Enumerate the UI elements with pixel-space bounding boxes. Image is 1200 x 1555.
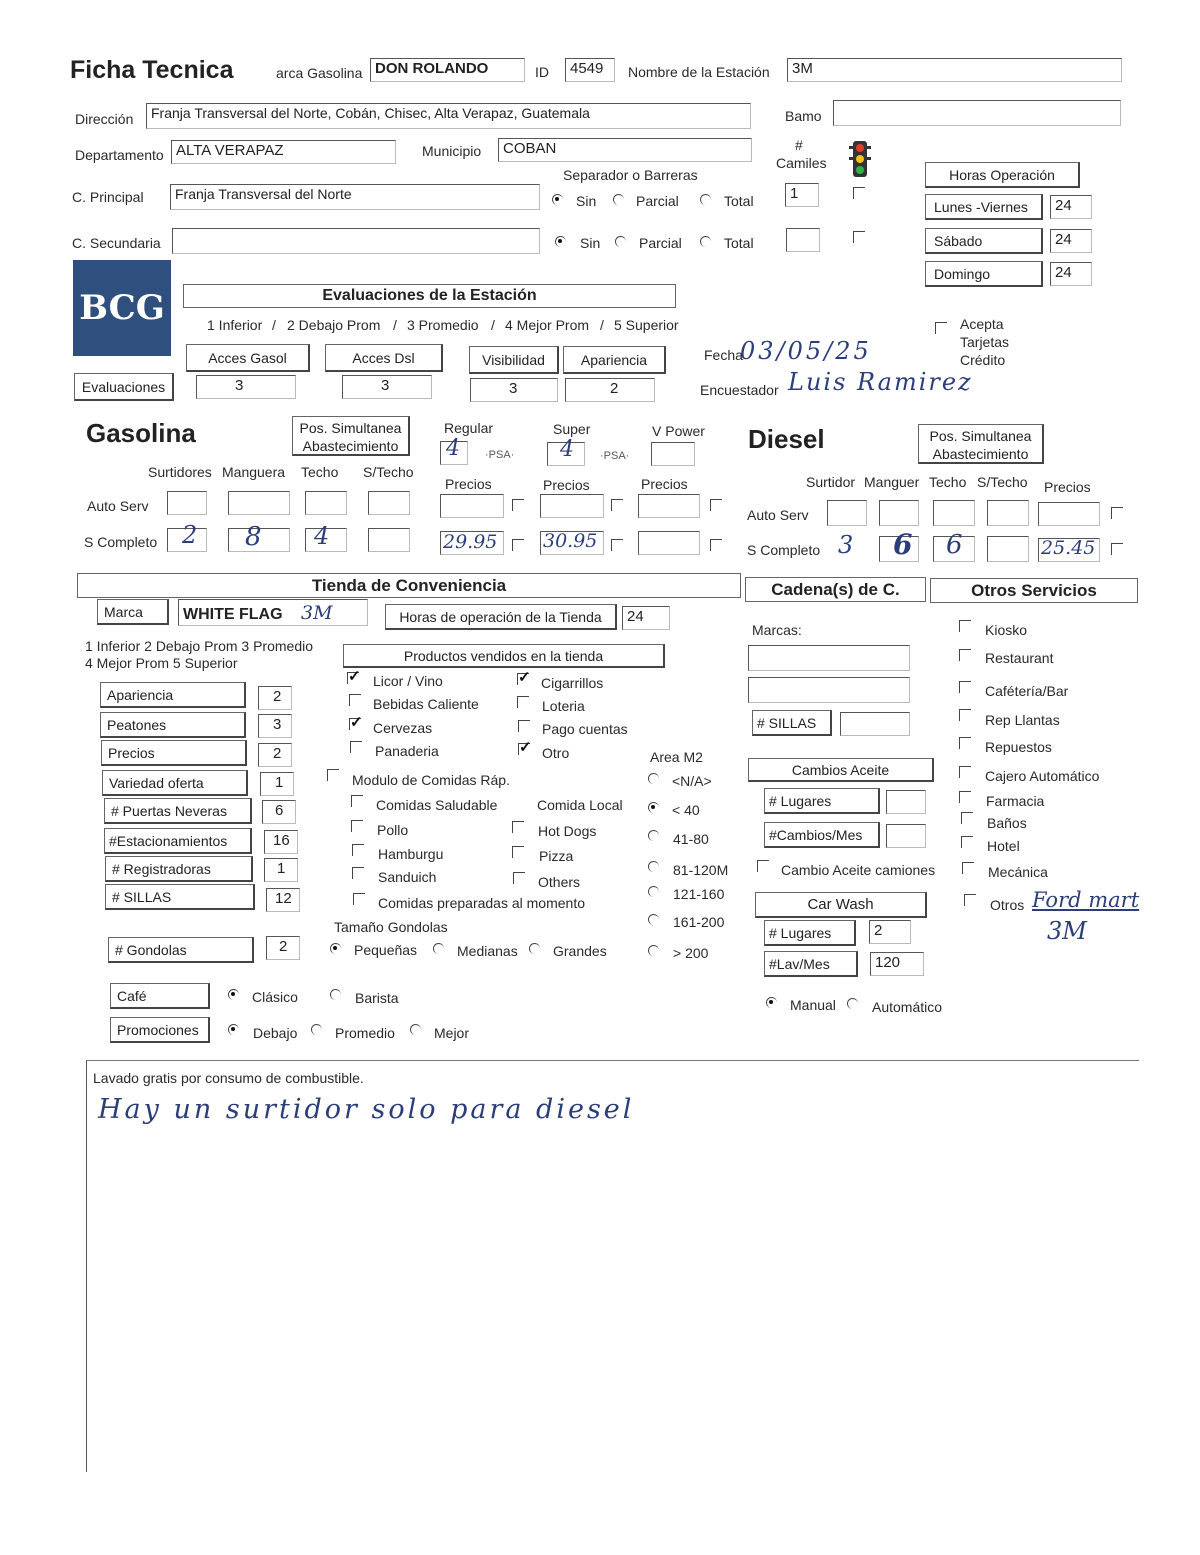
dsl-scompleto-label: S Completo <box>747 542 821 558</box>
otros-cafeteria-chk[interactable] <box>959 681 971 693</box>
gas-scompleto-vpower-price[interactable] <box>638 531 700 555</box>
rating-field-peatones[interactable]: 3 <box>258 714 292 738</box>
principal-parcial-label: Parcial <box>636 193 679 209</box>
hours-domingo-field[interactable]: 24 <box>1050 262 1092 286</box>
principal-camiles-field[interactable]: 1 <box>785 183 819 207</box>
evaluaciones-header: Evaluaciones de la Estación <box>183 284 676 308</box>
departamento-label: Departamento <box>75 147 164 163</box>
comida-pizza-chk[interactable] <box>512 846 524 858</box>
carwash-lugares-field[interactable]: 2 <box>869 920 911 944</box>
promociones-label: Promociones <box>110 1017 210 1043</box>
dsl-col-stecho: S/Techo <box>977 474 1028 490</box>
tienda-horas-label: Horas de operación de la Tienda <box>385 604 617 630</box>
comida-preparadas-label: Comidas preparadas al momento <box>378 895 585 911</box>
gas-autoserv-stecho[interactable] <box>368 491 410 515</box>
area-na-radio[interactable] <box>648 773 659 784</box>
gas-autoserv-super-price[interactable] <box>540 494 604 518</box>
otros-llantas-chk[interactable] <box>959 709 971 721</box>
eval-scale-3: 3 Promedio <box>407 317 479 333</box>
comida-local-label: Comida Local <box>537 797 623 813</box>
principal-field[interactable]: Franja Transversal del Norte <box>170 184 540 210</box>
carwash-lugares-label: # Lugares <box>764 920 856 946</box>
barrio-label: Bamo <box>785 108 822 124</box>
super-label: Super <box>553 421 591 437</box>
secundaria-sin-radio[interactable] <box>555 236 566 247</box>
rating-label-gondolas: # Gondolas <box>108 937 254 963</box>
acces-gasol-field[interactable]: 3 <box>196 375 296 399</box>
area-lt40-label: < 40 <box>672 802 700 818</box>
gas-manguera-hand: 8 <box>245 522 262 552</box>
principal-total-radio[interactable] <box>700 194 711 205</box>
otros-kiosko-chk[interactable] <box>959 620 971 632</box>
otros-hand-2: 3M <box>1047 917 1087 945</box>
regular-pos-hand: 4 <box>446 436 460 461</box>
comida-sanduich-label: Sanduich <box>378 869 437 885</box>
cafe-clasico-radio[interactable] <box>228 989 239 1000</box>
rating-label-sillas: # SILLAS <box>105 884 255 910</box>
dsl-manguera-hand: 6 <box>893 528 913 561</box>
cadenas-marca-field-2[interactable] <box>748 677 910 703</box>
dsl-col-manguer: Manguer <box>864 474 920 490</box>
departamento-field[interactable]: ALTA VERAPAZ <box>171 140 396 164</box>
dsl-col-techo: Techo <box>929 474 967 490</box>
area-81-120-radio[interactable] <box>648 861 659 872</box>
area-41-80-label: 41-80 <box>673 831 709 847</box>
comida-pollo-label: Pollo <box>377 822 409 838</box>
gondola-pequenas-radio[interactable] <box>330 943 341 954</box>
otros-farmacia-chk[interactable] <box>959 791 971 803</box>
otros-kiosko-label: Kiosko <box>985 622 1028 638</box>
dsl-autoserv-label: Auto Serv <box>747 507 809 523</box>
prod-panaderia-chk[interactable] <box>350 741 362 753</box>
carwash-auto-radio[interactable] <box>847 998 858 1009</box>
vpower-label: V Power <box>652 423 705 439</box>
otros-hotel-label: Hotel <box>987 838 1020 854</box>
rating-label-estacionamientos: #Estacionamientos <box>104 828 252 854</box>
cadenas-sillas-label: # SILLAS <box>752 710 832 736</box>
camiles-hash: # <box>795 137 803 153</box>
prod-cervezas-chk[interactable] <box>349 718 361 730</box>
principal-label: C. Principal <box>72 189 144 205</box>
gas-autoserv-super-chk[interactable] <box>611 499 623 511</box>
otros-farmacia-label: Farmacia <box>986 793 1045 809</box>
secundaria-camiles-field[interactable] <box>786 228 820 252</box>
gas-col-stecho: S/Techo <box>363 464 414 480</box>
secundaria-camiles-checkbox[interactable] <box>853 231 865 243</box>
tienda-marca-hand: 3M <box>301 602 333 624</box>
eval-scale-4: 4 Mejor Prom <box>505 317 590 333</box>
carwash-header: Car Wash <box>755 892 927 918</box>
tienda-marca-value: WHITE FLAG <box>183 606 283 623</box>
otros-hand-1: Ford mart <box>1032 888 1140 912</box>
eval-scale-sep-1: / <box>272 317 276 333</box>
direccion-field[interactable]: Franja Transversal del Norte, Cobán, Chisec, Alta Verapaz, Guatemala <box>146 103 751 129</box>
gas-autoserv-regular-price[interactable] <box>440 494 504 518</box>
prod-bebidas-chk[interactable] <box>349 694 361 706</box>
carwash-lav-label: #Lav/Mes <box>764 951 858 977</box>
super-precios-label: Precios <box>543 477 590 493</box>
otros-llantas-label: Rep Llantas <box>985 712 1060 728</box>
principal-camiles-checkbox[interactable] <box>853 187 865 199</box>
promo-mejor-label: Mejor <box>434 1025 470 1041</box>
hours-sabado-field[interactable]: 24 <box>1050 229 1092 253</box>
modulo-comidas-label: Modulo de Comidas Ráp. <box>352 772 510 788</box>
rating-label-puertas: # Puertas Neveras <box>104 798 252 824</box>
eval-scale-1: 1 Inferior <box>207 317 263 333</box>
dsl-autoserv-manguera[interactable] <box>879 500 919 526</box>
cafe-clasico-label: Clásico <box>252 989 298 1005</box>
dsl-autoserv-precio[interactable] <box>1038 502 1100 526</box>
brand-label: arca Gasolina <box>276 65 363 81</box>
promo-promedio-radio[interactable] <box>311 1024 322 1035</box>
area-121-160-radio[interactable] <box>648 886 659 897</box>
prod-loteria-label: Loteria <box>542 698 585 714</box>
regular-precios-label: Precios <box>445 476 492 492</box>
dsl-surtidor-hand: 3 <box>838 531 854 559</box>
cambios-lugares-field[interactable] <box>886 790 926 814</box>
hours-lunes-label: Lunes -Viernes <box>925 194 1043 220</box>
gas-autoserv-surtidores[interactable] <box>167 491 207 515</box>
cafe-barista-radio[interactable] <box>330 989 341 1000</box>
rating-field-registradoras[interactable]: 1 <box>264 858 298 882</box>
hours-sabado-label: Sábado <box>925 228 1043 254</box>
gondolas-title: Tamaño Gondolas <box>334 919 448 935</box>
rating-field-gondolas[interactable]: 2 <box>266 936 300 960</box>
secundaria-label: C. Secundaria <box>72 235 161 251</box>
eval-scale-sep-3: / <box>491 317 495 333</box>
notes-handwritten: Hay un surtidor solo para diesel <box>98 1094 635 1125</box>
cadenas-marca-field-1[interactable] <box>748 645 910 671</box>
otros-cajero-label: Cajero Automático <box>985 768 1100 784</box>
otros-otros-label: Otros <box>990 897 1025 913</box>
area-121-160-label: 121-160 <box>673 886 725 902</box>
principal-total-label: Total <box>724 193 754 209</box>
separador-label: Separador o Barreras <box>563 167 698 183</box>
hours-domingo-label: Domingo <box>925 261 1043 287</box>
eval-scale-5: 5 Superior <box>614 317 679 333</box>
promo-debajo-label: Debajo <box>253 1025 298 1041</box>
gas-autoserv-techo[interactable] <box>305 491 347 515</box>
municipio-field[interactable]: COBAN <box>498 138 752 162</box>
eval-scale-sep-4: / <box>600 317 604 333</box>
gas-autoserv-vpower-chk[interactable] <box>710 499 722 511</box>
secundaria-total-radio[interactable] <box>700 236 711 247</box>
super-psa: ·PSA· <box>600 450 630 462</box>
comida-pizza-label: Pizza <box>539 848 574 864</box>
gondola-medianas-label: Medianas <box>457 943 518 959</box>
comida-saludable-chk[interactable] <box>351 795 363 807</box>
comida-hotdogs-label: Hot Dogs <box>538 823 597 839</box>
dsl-autoserv-surtidor[interactable] <box>827 500 867 526</box>
principal-sin-radio[interactable] <box>552 194 563 205</box>
gas-scompleto-super-chk[interactable] <box>611 539 623 551</box>
area-gt200-label: > 200 <box>673 945 709 961</box>
prod-licor-label: Licor / Vino <box>373 673 443 689</box>
apariencia-label: Apariencia <box>563 346 666 374</box>
rating-label-apariencia: Apariencia <box>100 682 246 708</box>
comida-sanduich-chk[interactable] <box>352 867 364 879</box>
fecha-label: Fecha <box>704 347 743 363</box>
prod-cigarrillos-label: Cigarrillos <box>541 675 604 691</box>
station-name-field[interactable]: 3M <box>787 58 1122 82</box>
productos-header: Productos vendidos en la tienda <box>343 644 665 668</box>
cadenas-marcas-label: Marcas: <box>752 622 802 638</box>
gas-autoserv-label: Auto Serv <box>87 498 149 514</box>
hours-lunes-field[interactable]: 24 <box>1050 195 1092 219</box>
cambios-mes-label: #Cambios/Mes <box>764 822 880 848</box>
dsl-col-precios: Precios <box>1044 479 1091 495</box>
modulo-comidas-chk[interactable] <box>327 769 339 781</box>
prod-pago-chk[interactable] <box>518 720 530 732</box>
otros-cafeteria-label: Cafétería/Bar <box>985 683 1069 699</box>
bcg-logo-text: BCG <box>79 288 165 328</box>
rating-label-variedad: Variedad oferta <box>102 770 248 796</box>
gas-regular-price-hand: 29.95 <box>443 531 498 553</box>
prod-loteria-chk[interactable] <box>517 696 529 708</box>
prod-otro-chk[interactable] <box>518 743 530 755</box>
otros-repuestos-chk[interactable] <box>959 737 971 749</box>
gas-autoserv-regular-chk[interactable] <box>512 499 524 511</box>
prod-licor-chk[interactable] <box>347 672 359 684</box>
diesel-pos-label: Pos. Simultanea Abastecimiento <box>918 424 1044 464</box>
visibilidad-label: Visibilidad <box>469 346 559 374</box>
evaluaciones-row-label: Evaluaciones <box>74 373 174 401</box>
tienda-scale-1: 1 Inferior 2 Debajo Prom 3 Promedio <box>85 638 313 654</box>
horas-operacion-header: Horas Operación <box>925 162 1080 188</box>
otros-banos-label: Baños <box>987 815 1027 831</box>
comida-hamburgu-label: Hamburgu <box>378 846 444 862</box>
gas-scompleto-vpower-chk[interactable] <box>710 539 722 551</box>
acces-dsl-label: Acces Dsl <box>325 344 443 372</box>
dsl-scompleto-chk[interactable] <box>1111 543 1123 555</box>
cadenas-header: Cadena(s) de C. <box>745 577 926 602</box>
dsl-autoserv-chk[interactable] <box>1111 507 1123 519</box>
secundaria-total-label: Total <box>724 235 754 251</box>
regular-label: Regular <box>444 420 494 436</box>
apariencia-field[interactable]: 2 <box>565 378 655 402</box>
comida-hamburgu-chk[interactable] <box>352 844 364 856</box>
otros-repuestos-label: Repuestos <box>985 739 1052 755</box>
gas-col-surtidores: Surtidores <box>148 464 212 480</box>
tienda-header: Tienda de Conveniencia <box>77 573 741 598</box>
secundaria-parcial-radio[interactable] <box>615 236 626 247</box>
otros-banos-chk[interactable] <box>961 812 973 824</box>
area-gt200-radio[interactable] <box>648 945 659 956</box>
tienda-marca-label: Marca <box>97 599 169 625</box>
tienda-scale-2: 4 Mejor Prom 5 Superior <box>85 655 238 671</box>
rating-field-precios[interactable]: 2 <box>258 743 292 767</box>
promo-debajo-radio[interactable] <box>228 1024 239 1035</box>
cafe-barista-label: Barista <box>355 990 399 1006</box>
gas-surtidores-hand: 2 <box>182 521 198 549</box>
cambio-camiones-chk[interactable] <box>757 860 769 872</box>
promo-mejor-radio[interactable] <box>410 1024 421 1035</box>
gondola-grandes-label: Grandes <box>553 943 607 959</box>
secundaria-field[interactable] <box>172 228 540 254</box>
gas-scompleto-label: S Completo <box>84 534 158 550</box>
otros-cajero-chk[interactable] <box>959 766 971 778</box>
otros-mecanica-label: Mecánica <box>988 864 1048 880</box>
dsl-autoserv-techo[interactable] <box>933 500 975 526</box>
area-81-120-label: 81-120M <box>673 862 729 878</box>
bcg-logo <box>73 260 171 356</box>
rating-label-peatones: Peatones <box>100 712 246 738</box>
dsl-scompleto-stecho[interactable] <box>987 536 1029 562</box>
gas-super-price-hand: 30.95 <box>543 530 598 552</box>
gasolina-title: Gasolina <box>86 418 196 448</box>
id-label: ID <box>535 64 549 80</box>
tienda-horas-field[interactable]: 24 <box>622 606 670 630</box>
barrio-field[interactable] <box>833 100 1121 126</box>
gondola-pequenas-label: Pequeñas <box>354 942 418 958</box>
principal-parcial-radio[interactable] <box>613 194 624 205</box>
encuestador-handwritten: Luis Ramirez <box>788 368 973 396</box>
dsl-autoserv-stecho[interactable] <box>987 500 1029 526</box>
area-161-200-label: 161-200 <box>673 914 725 930</box>
tienda-marca-field[interactable] <box>178 599 368 626</box>
cafe-label: Café <box>110 983 210 1009</box>
gondola-grandes-radio[interactable] <box>529 943 540 954</box>
otros-restaurant-chk[interactable] <box>959 649 971 661</box>
rating-label-registradoras: # Registradoras <box>105 856 253 882</box>
prod-cervezas-label: Cervezas <box>373 720 433 736</box>
vpower-precios-label: Precios <box>641 476 688 492</box>
area-lt40-radio[interactable] <box>648 802 659 813</box>
dsl-precio-hand: 25.45 <box>1041 537 1096 559</box>
rating-field-sillas[interactable]: 12 <box>266 888 300 912</box>
rating-field-apariencia[interactable]: 2 <box>258 686 292 710</box>
municipio-label: Municipio <box>422 143 482 159</box>
rating-field-variedad[interactable]: 1 <box>260 772 294 796</box>
prod-bebidas-label: Bebidas Caliente <box>373 696 479 712</box>
gas-techo-hand: 4 <box>314 522 330 550</box>
eval-scale-2: 2 Debajo Prom <box>287 317 381 333</box>
id-field[interactable]: 4549 <box>565 58 615 82</box>
visibilidad-field[interactable]: 3 <box>470 378 558 402</box>
acces-gasol-label: Acces Gasol <box>186 344 310 372</box>
gas-col-techo: Techo <box>301 464 339 480</box>
prod-pago-label: Pago cuentas <box>542 721 628 737</box>
gas-scompleto-regular-chk[interactable] <box>512 539 524 551</box>
cambios-mes-field[interactable] <box>886 824 926 848</box>
prod-panaderia-label: Panaderia <box>375 743 439 759</box>
comida-others-chk[interactable] <box>513 872 525 884</box>
comida-preparadas-chk[interactable] <box>353 893 365 905</box>
notes-label: Lavado gratis por consumo de combustible. <box>93 1070 364 1086</box>
gasolina-pos-label: Pos. Simultanea Abastecimiento <box>292 416 410 456</box>
cambio-camiones-label: Cambio Aceite camiones <box>781 862 936 878</box>
rating-field-puertas[interactable]: 6 <box>262 800 296 824</box>
rating-label-precios: Precios <box>101 740 247 766</box>
dsl-col-surtidor: Surtidor <box>806 474 856 490</box>
fecha-handwritten: 03/05/25 <box>740 337 872 365</box>
otros-servicios-header: Otros Servicios <box>930 578 1138 603</box>
promo-promedio-label: Promedio <box>335 1025 395 1041</box>
page-title: Ficha Tecnica <box>70 56 234 84</box>
brand-field[interactable]: DON ROLANDO <box>370 58 525 82</box>
rating-field-estacionamientos[interactable]: 16 <box>264 830 298 854</box>
carwash-manual-label: Manual <box>790 997 836 1013</box>
gas-autoserv-manguera[interactable] <box>228 491 290 515</box>
area-161-200-radio[interactable] <box>648 914 659 925</box>
comida-pollo-chk[interactable] <box>351 820 363 832</box>
traffic-light-icon <box>848 140 872 178</box>
prod-cigarrillos-chk[interactable] <box>517 673 529 685</box>
encuestador-label: Encuestador <box>700 382 779 398</box>
carwash-manual-radio[interactable] <box>766 997 777 1008</box>
vpower-pos-field[interactable] <box>651 442 695 466</box>
diesel-title: Diesel <box>748 424 825 454</box>
secundaria-sin-label: Sin <box>580 235 601 251</box>
comida-saludable-label: Comidas Saludable <box>376 797 498 813</box>
acces-dsl-field[interactable]: 3 <box>342 375 432 399</box>
carwash-lav-field[interactable]: 120 <box>870 952 924 976</box>
direccion-label: Dirección <box>75 111 134 127</box>
gas-scompleto-stecho[interactable] <box>368 528 410 552</box>
carwash-auto-label: Automático <box>872 999 943 1015</box>
otros-otros-chk[interactable] <box>964 894 976 906</box>
eval-scale-sep-2: / <box>393 317 397 333</box>
otros-restaurant-label: Restaurant <box>985 650 1054 666</box>
otros-mecanica-chk[interactable] <box>962 862 974 874</box>
cambios-aceite-header: Cambios Aceite <box>748 758 934 782</box>
area-na-label: <N/A> <box>672 773 712 789</box>
comida-others-label: Others <box>538 874 581 890</box>
cambios-lugares-label: # Lugares <box>764 788 880 814</box>
prod-otro-label: Otro <box>542 745 570 761</box>
gondola-medianas-radio[interactable] <box>433 943 444 954</box>
dsl-techo-hand: 6 <box>946 530 963 560</box>
gas-col-manguera: Manguera <box>222 464 286 480</box>
gas-autoserv-vpower-price[interactable] <box>638 494 700 518</box>
principal-sin-label: Sin <box>576 193 597 209</box>
tarjetas-checkbox[interactable] <box>935 322 947 334</box>
area-41-80-radio[interactable] <box>648 830 659 841</box>
comida-hotdogs-chk[interactable] <box>512 821 524 833</box>
otros-hotel-chk[interactable] <box>961 836 973 848</box>
area-title: Area M2 <box>650 749 703 765</box>
super-pos-hand: 4 <box>560 437 574 462</box>
regular-psa: ·PSA· <box>485 449 515 461</box>
cadenas-sillas-field[interactable] <box>840 712 910 736</box>
station-name-label: Nombre de la Estación <box>628 64 770 80</box>
camiles-label: Camiles <box>776 155 827 171</box>
secundaria-parcial-label: Parcial <box>639 235 682 251</box>
tarjetas-label: Acepta Tarjetas Crédito <box>960 316 1010 368</box>
